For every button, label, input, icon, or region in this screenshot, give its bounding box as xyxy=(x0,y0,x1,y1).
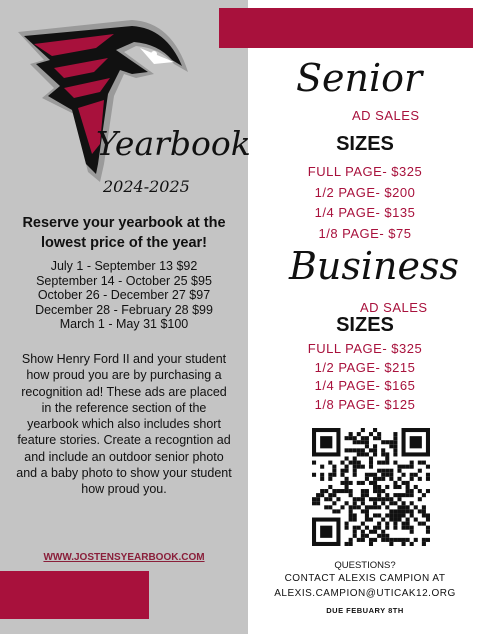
due-date: DUE FEBUARY 8TH xyxy=(326,606,404,615)
price-item: March 1 - May 31 $100 xyxy=(59,317,189,331)
contact-line: CONTACT ALEXIS CAMPION AT xyxy=(284,573,446,584)
price-schedule xyxy=(6,259,242,332)
size-item: 1/2 PAGE- $200 xyxy=(314,184,416,200)
contact-email[interactable]: ALEXIS.CAMPION@UTICAK12.ORG xyxy=(274,588,456,599)
price-item: July 1 - September 13 $92 xyxy=(50,259,198,273)
accent-bar-top xyxy=(219,8,473,48)
size-item: FULL PAGE- $325 xyxy=(307,164,423,179)
size-item: 1/2 PAGE- $215 xyxy=(314,359,416,375)
price-item: December 28 - February 28 $99 xyxy=(35,302,213,317)
senior-script-title: Senior xyxy=(296,56,423,100)
size-item: 1/8 PAGE- $75 xyxy=(318,225,412,241)
business-ad-sales-label: AD SALES xyxy=(360,300,428,315)
yearbook-script-title: Yearbook xyxy=(96,124,251,163)
business-size-list xyxy=(255,340,475,414)
accent-bar-bottom xyxy=(0,571,149,619)
questions-label: QUESTIONS? xyxy=(334,560,396,571)
website-link[interactable]: WWW.JOSTENSYEARBOOK.COM xyxy=(43,552,205,563)
headline: Reserve your yearbook at the lowest price of the year! xyxy=(22,215,226,251)
business-sizes-heading: SIZES xyxy=(336,314,394,336)
size-item: 1/4 PAGE- $165 xyxy=(314,378,416,393)
price-item: September 14 - October 25 $95 xyxy=(36,273,212,288)
school-year: 2024-2025 xyxy=(103,177,190,196)
business-script-title: Business xyxy=(289,244,460,288)
size-item: FULL PAGE- $325 xyxy=(307,341,423,356)
size-item: 1/8 PAGE- $125 xyxy=(314,396,416,412)
price-item: October 26 - December 27 $97 xyxy=(37,288,211,302)
qr-code-icon[interactable] xyxy=(312,428,430,546)
senior-ad-sales-label: AD SALES xyxy=(352,108,420,123)
senior-size-list xyxy=(255,162,475,244)
size-item: 1/4 PAGE- $135 xyxy=(314,205,416,220)
senior-sizes-heading: SIZES xyxy=(336,133,394,155)
recognition-ad-description: Show Henry Ford II and your student how proud you are by purchasing a recognition ad! These ads are placed in the reference section of the yearbook which also includes short feature stories. Create a recogntion ad and include an outdoor senior photo and a baby photo to show your student how proud you. xyxy=(16,352,232,497)
